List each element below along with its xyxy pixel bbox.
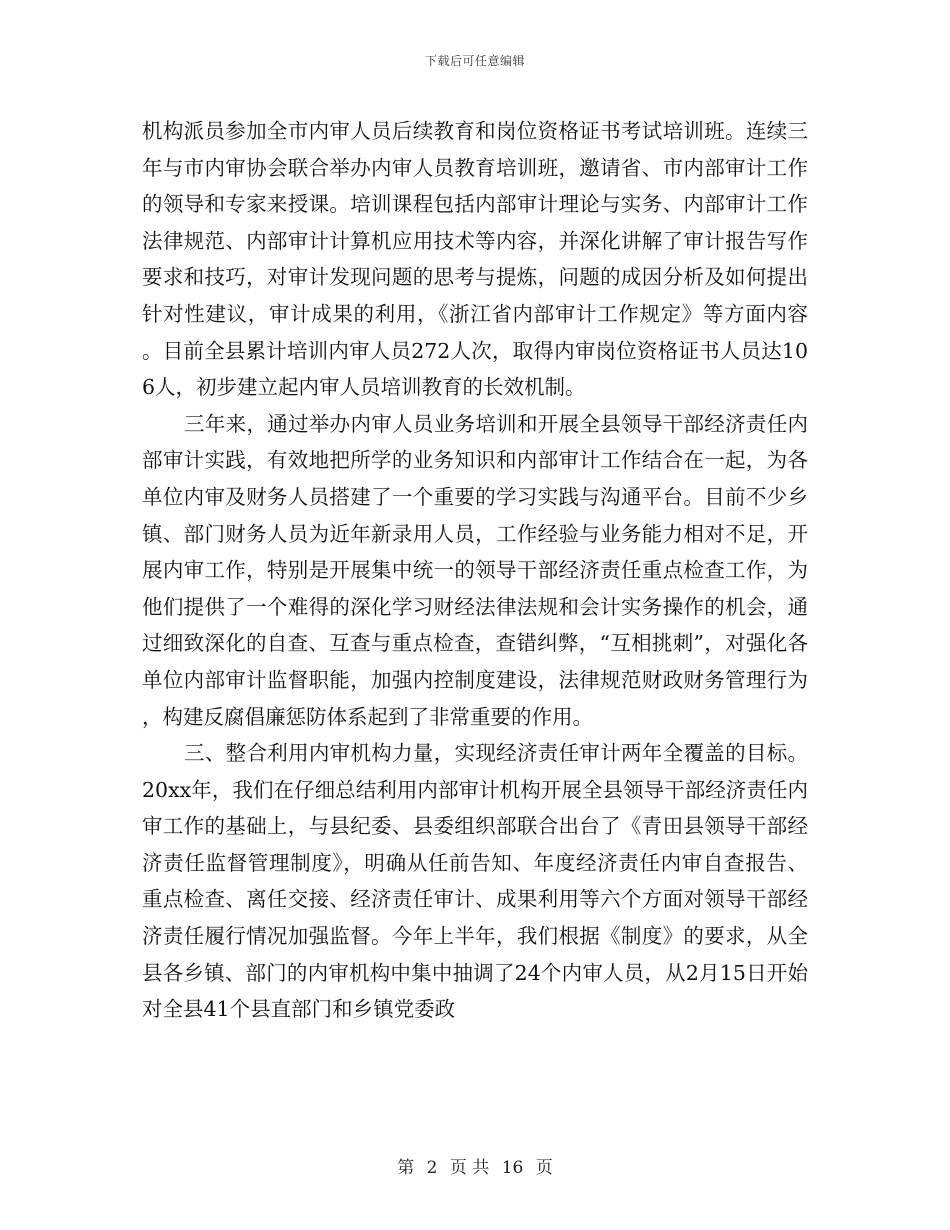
footer-prefix: 第 <box>397 1158 415 1178</box>
page-footer <box>0 1153 950 1178</box>
footer-page-number: 2 <box>426 1158 438 1178</box>
footer-middle: 页 共 <box>449 1158 490 1178</box>
page-header: 下载后可任意编辑 <box>424 54 525 68</box>
footer-total-pages: 16 <box>501 1158 524 1178</box>
document-body <box>142 113 808 1028</box>
paragraph-three-years: 三年来，通过举办内审人员业务培训和开展全县领导干部经济责任内部审计实践，有效地把所学的业务知识和内部审计工作结合在一起，为各单位内审及财务人员搭建了一个重要的学习实践与沟通平台。目前不少乡镇、部门财务人员为近年新录用人员，工作经验与业务能力相对不足，开展内审工作，特别是开展集中统一的领导干部经济责任重点检查工作，为他们提供了一个难得的深化学习财经法律法规和会计实务操作的机会，通过细致深化的自查、互查与重点检查，查错纠弊，“互相挑刺”，对强化各单位内部审计监督职能，加强内控制度建设，法律规范财政财务管理行为，构建反腐倡廉惩防体系起到了非常重要的作用。 <box>142 411 808 729</box>
paragraph-continuation: 机构派员参加全市内审人员后续教育和岗位资格证书考试培训班。连续三年与市内审协会联合举办内审人员教育培训班，邀请省、市内部审计工作的领导和专家来授课。培训课程包括内部审计理论与实务、内部审计工作法律规范、内部审计计算机应用技术等内容，并深化讲解了审计报告写作要求和技巧，对审计发现问题的思考与提炼，问题的成因分析及如何提出针对性建议，审计成果的利用，《浙江省内部审计工作规定》等方面内容。目前全县累计培训内审人员272人次，取得内审岗位资格证书人员达106人，初步建立起内审人员培训教育的长效机制。 <box>142 119 808 400</box>
footer-suffix: 页 <box>535 1158 553 1178</box>
paragraph-section-three: 三、整合利用内审机构力量，实现经济责任审计两年全覆盖的目标。20xx年，我们在仔细总结利用内部审计机构开展全县领导干部经济责任内审工作的基础上，与县纪委、县委组织部联合出台了《青田县领导干部经济责任监督管理制度》，明确从任前告知、年度经济责任内审自查报告、重点检查、离任交接、经济责任审计、成果利用等六个方面对领导干部经济责任履行情况加强监督。今年上半年，我们根据《制度》的要求，从全县各乡镇、部门的内审机构中集中抽调了24个内审人员，从2月15日开始对全县41个县直部门和乡镇党委政 <box>142 741 808 1022</box>
